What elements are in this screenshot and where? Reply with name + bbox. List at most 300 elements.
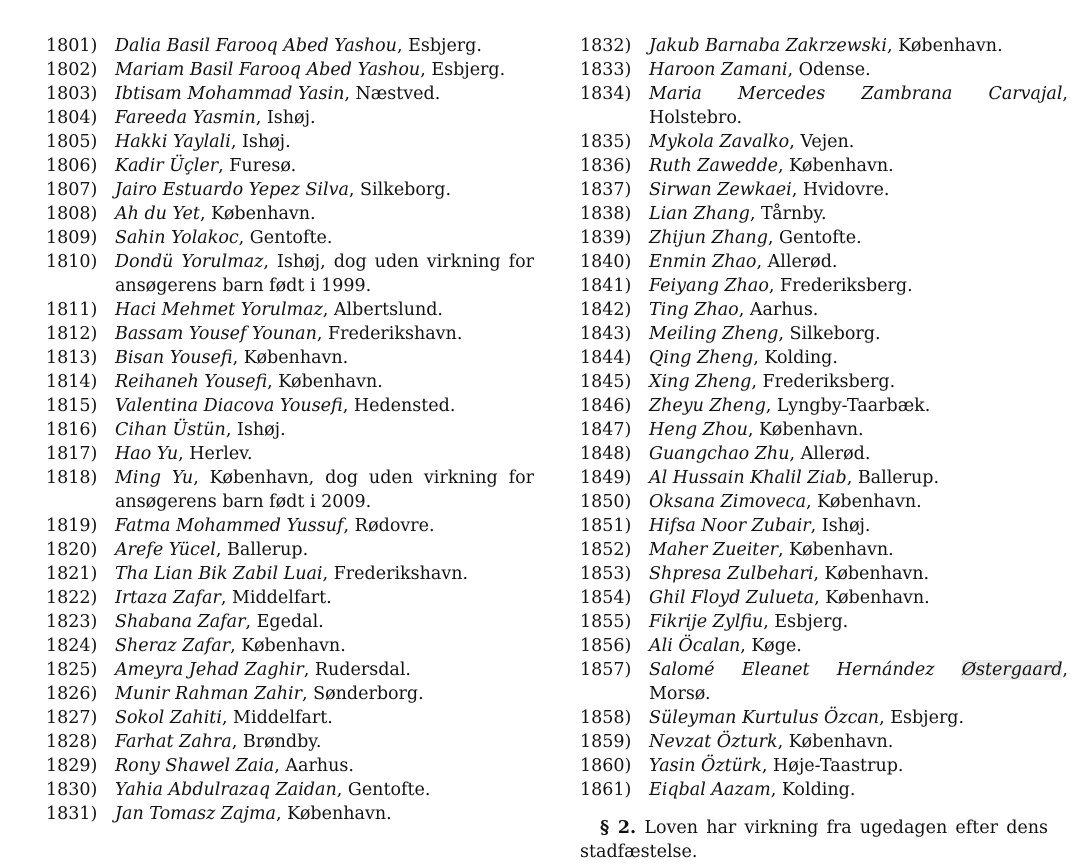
entry-number: 1841) — [580, 276, 632, 296]
entry-number: 1831) — [46, 804, 98, 824]
entry-body — [115, 442, 534, 466]
entry-place: , Esbjerg. — [396, 36, 482, 56]
entry-name: Ali Öcalan — [649, 636, 741, 656]
entry-number: 1803) — [46, 84, 98, 104]
entry-body — [649, 298, 1068, 322]
entry-name: Jakub Barnaba Zakrzewski — [649, 36, 887, 56]
entry-number: 1834) — [580, 84, 632, 104]
entry-number: 1830) — [46, 780, 98, 800]
entry-place: , Køge. — [740, 636, 802, 656]
entry-name-highlight: Østergaard — [961, 660, 1063, 680]
entry-name: Munir Rahman Zahir — [115, 684, 302, 704]
entry-body — [115, 226, 534, 250]
entry-number: 1814) — [46, 372, 98, 392]
entry-number: 1849) — [580, 468, 632, 488]
list-item — [46, 202, 534, 226]
list-item — [46, 634, 534, 658]
list-item — [580, 586, 1068, 610]
entry-place: , København, dog uden virkning for ansøgerens barn født i 2009. — [115, 468, 534, 512]
entry-body — [649, 562, 1068, 586]
entry-number: 1842) — [580, 300, 632, 320]
entry-body — [649, 586, 1068, 610]
entry-body — [115, 730, 534, 754]
entry-number: 1835) — [580, 132, 632, 152]
entry-number: 1856) — [580, 636, 632, 656]
entry-place: , Rødovre. — [343, 516, 435, 536]
entry-name: Xing Zheng — [649, 372, 752, 392]
entry-body — [649, 322, 1068, 346]
entry-name: Salomé Eleanet Hernández — [649, 660, 962, 680]
entry-name: Cihan Üstün — [115, 420, 226, 440]
entry-name: Nevzat Özturk — [649, 732, 778, 752]
entry-name: Al Hussain Khalil Ziab — [649, 468, 847, 488]
entry-place: , Sønderborg. — [301, 684, 424, 704]
entry-body — [649, 250, 1068, 274]
list-item — [46, 586, 534, 610]
entry-place: , Herlev. — [178, 444, 253, 464]
entry-body — [649, 58, 1068, 82]
entry-name: Enmin Zhao — [649, 252, 757, 272]
list-item — [580, 778, 1068, 802]
entry-place: , Morsø. — [649, 660, 1068, 704]
entry-name: Hakki Yaylali — [115, 132, 231, 152]
entry-place: , Næstved. — [344, 84, 441, 104]
entry-name: Ruth Zawedde — [649, 156, 779, 176]
entry-number: 1801) — [46, 36, 98, 56]
entry-place: , København. — [275, 804, 392, 824]
entry-place: , København. — [778, 156, 894, 176]
entry-number: 1804) — [46, 108, 98, 128]
entry-place: , København. — [267, 372, 383, 392]
entry-number: 1845) — [580, 372, 632, 392]
entry-place: , København. — [777, 732, 894, 752]
entry-body — [115, 130, 534, 154]
entry-number: 1839) — [580, 228, 632, 248]
entry-body — [649, 610, 1068, 634]
entry-number: 1805) — [46, 132, 98, 152]
list-item — [46, 658, 534, 682]
entry-name: Sheraz Zafar — [115, 636, 231, 656]
entry-place: , København. — [814, 588, 930, 608]
list-item — [580, 538, 1068, 562]
entry-name: Haroon Zamani — [649, 60, 788, 80]
entry-number: 1829) — [46, 756, 98, 776]
list-item — [580, 754, 1068, 778]
entry-number: 1833) — [580, 60, 632, 80]
list-item — [46, 730, 534, 754]
list-item — [46, 322, 534, 346]
entry-place: , Allerød. — [789, 444, 871, 464]
entry-place: , København. — [813, 564, 930, 584]
entry-place: , Ishøj. — [230, 132, 291, 152]
list-item — [580, 418, 1068, 442]
list-item — [46, 802, 534, 826]
entry-number: 1808) — [46, 204, 98, 224]
list-item — [46, 250, 534, 298]
entry-number: 1854) — [580, 588, 632, 608]
entry-body — [115, 682, 534, 706]
entry-body — [649, 226, 1068, 250]
entry-body — [649, 706, 1068, 730]
list-item — [580, 322, 1068, 346]
list-item — [580, 58, 1068, 82]
entry-body — [649, 178, 1068, 202]
entry-place: , Kolding. — [770, 780, 856, 800]
list-item — [580, 466, 1068, 490]
entry-place: , Ishøj. — [255, 108, 316, 128]
list-item — [46, 754, 534, 778]
entry-body — [115, 586, 534, 610]
entry-place: , Esbjerg. — [763, 612, 849, 632]
entry-place: , Allerød. — [756, 252, 838, 272]
list-item — [580, 130, 1068, 154]
section-mark: § 2. — [600, 818, 637, 838]
entry-number: 1818) — [46, 468, 98, 488]
entry-place: , København. — [199, 204, 316, 224]
entry-place: , Silkeborg. — [348, 180, 452, 200]
entry-body — [115, 634, 534, 658]
list-item — [580, 178, 1068, 202]
entry-number: 1861) — [580, 780, 632, 800]
entry-body — [649, 82, 1068, 130]
entry-body — [115, 706, 534, 730]
list-item — [580, 442, 1068, 466]
entry-place: , København. — [232, 348, 349, 368]
entry-name: Sokol Zahiti — [115, 708, 222, 728]
entry-name: Kadir Üçler — [115, 156, 219, 176]
entry-place: , Gentofte. — [336, 780, 431, 800]
entry-name: Feiyang Zhao — [649, 276, 769, 296]
entry-body — [649, 346, 1068, 370]
entry-body — [115, 658, 534, 682]
entry-name: Ameyra Jehad Zaghir — [115, 660, 304, 680]
list-item — [580, 154, 1068, 178]
list-item — [580, 730, 1068, 754]
entry-body — [115, 178, 534, 202]
entry-number: 1838) — [580, 204, 632, 224]
entry-place: , Frederiksberg. — [751, 372, 896, 392]
entry-number: 1807) — [46, 180, 98, 200]
entry-body — [115, 418, 534, 442]
list-item — [46, 82, 534, 106]
list-item — [580, 490, 1068, 514]
list-item — [46, 178, 534, 202]
entry-body — [115, 370, 534, 394]
list-item — [46, 418, 534, 442]
entry-place: , Esbjerg. — [420, 60, 506, 80]
entry-name: Sirwan Zewkaei — [649, 180, 792, 200]
entry-number: 1857) — [580, 660, 632, 680]
entry-name: Maria Mercedes Zambrana Carvajal — [649, 84, 1063, 104]
entry-body — [649, 34, 1068, 58]
entry-body — [649, 370, 1068, 394]
entry-body — [115, 82, 534, 106]
section-paragraph — [580, 816, 1068, 864]
entry-name: Guangchao Zhu — [649, 444, 790, 464]
entry-number: 1847) — [580, 420, 632, 440]
entry-name: Fikrije Zylfiu — [649, 612, 764, 632]
entry-place: , Frederiksberg. — [768, 276, 913, 296]
list-item — [46, 58, 534, 82]
entry-name: Ibtisam Mohammad Yasin — [115, 84, 345, 104]
entry-body — [649, 778, 1068, 802]
entry-body — [115, 514, 534, 538]
entry-number: 1853) — [580, 564, 632, 584]
entry-number: 1828) — [46, 732, 98, 752]
entry-body — [115, 34, 534, 58]
entry-body — [649, 658, 1068, 706]
entry-place: , Gentofte. — [238, 228, 333, 248]
entry-name: Tha Lian Bik Zabil Luai — [115, 564, 323, 584]
list-item — [46, 298, 534, 322]
list-item — [46, 106, 534, 130]
entry-number: 1816) — [46, 420, 98, 440]
entry-name: Haci Mehmet Yorulmaz — [115, 300, 323, 320]
entry-body — [649, 442, 1068, 466]
entry-body — [115, 322, 534, 346]
entry-body — [115, 58, 534, 82]
entry-number: 1810) — [46, 252, 98, 272]
entry-body — [649, 154, 1068, 178]
entry-body — [649, 514, 1068, 538]
entry-number: 1860) — [580, 756, 632, 776]
entry-name: Farhat Zahra — [115, 732, 232, 752]
section-text: Loven har virkning fra ugedagen efter dens stadfæstelse. — [580, 818, 1049, 862]
entry-number: 1837) — [580, 180, 632, 200]
entry-name: Ghil Floyd Zulueta — [649, 588, 815, 608]
entry-name: Jairo Estuardo Yepez Silva — [115, 180, 349, 200]
entry-place: , Vejen. — [789, 132, 855, 152]
entry-place: , København. — [778, 540, 894, 560]
entry-name: Yahia Abdulrazaq Zaidan — [115, 780, 337, 800]
entry-place: , Frederikshavn. — [322, 564, 469, 584]
entry-name: Bisan Yousefi — [115, 348, 233, 368]
entry-place: , Ballerup. — [215, 540, 309, 560]
entry-place: , Hvidovre. — [791, 180, 890, 200]
list-item — [580, 250, 1068, 274]
list-item — [46, 610, 534, 634]
entry-place: , Esbjerg. — [879, 708, 965, 728]
list-item — [46, 394, 534, 418]
entry-place: , København. — [747, 420, 864, 440]
entry-place: , Ishøj, dog uden virkning for ansøgerens barn født i 1999. — [115, 252, 535, 296]
entry-place: , København. — [806, 492, 922, 512]
entry-name: Ting Zhao — [649, 300, 739, 320]
list-item — [580, 346, 1068, 370]
entry-name: Süleyman Kurtulus Özcan — [649, 708, 880, 728]
right-column — [580, 34, 1068, 864]
left-column — [46, 34, 534, 826]
entry-number: 1846) — [580, 396, 632, 416]
entry-number: 1821) — [46, 564, 98, 584]
list-item — [46, 562, 534, 586]
list-item — [46, 442, 534, 466]
entry-place: , Aarhus. — [738, 300, 819, 320]
entry-name: Ah du Yet — [115, 204, 200, 224]
entry-place: , Middelfart. — [220, 588, 332, 608]
entry-place: , Ishøj. — [225, 420, 286, 440]
entry-place: , København. — [886, 36, 1003, 56]
entry-name: Qing Zheng — [649, 348, 754, 368]
list-item — [580, 610, 1068, 634]
entry-body — [649, 466, 1068, 490]
entry-place: , Middelfart. — [221, 708, 333, 728]
entry-number: 1819) — [46, 516, 98, 536]
entry-body — [115, 562, 534, 586]
entry-body — [649, 754, 1068, 778]
list-item — [580, 634, 1068, 658]
entry-number: 1815) — [46, 396, 98, 416]
entry-number: 1858) — [580, 708, 632, 728]
entry-body — [649, 274, 1068, 298]
entry-number: 1812) — [46, 324, 98, 344]
entry-place: , Albertslund. — [322, 300, 443, 320]
list-item — [46, 682, 534, 706]
entry-body — [649, 538, 1068, 562]
entry-number: 1851) — [580, 516, 632, 536]
entry-body — [115, 802, 534, 826]
entry-number: 1826) — [46, 684, 98, 704]
entry-name: Mykola Zavalko — [649, 132, 790, 152]
entry-number: 1823) — [46, 612, 98, 632]
list-item — [46, 346, 534, 370]
entry-body — [115, 154, 534, 178]
entry-body — [649, 730, 1068, 754]
entry-place: , Holstebro. — [649, 84, 1068, 128]
entry-body — [115, 610, 534, 634]
entry-name: Heng Zhou — [649, 420, 748, 440]
list-item — [46, 130, 534, 154]
entry-body — [115, 394, 534, 418]
entry-body — [115, 538, 534, 562]
entry-place: , Furesø. — [218, 156, 297, 176]
entry-name: Reihaneh Yousefi — [115, 372, 268, 392]
entry-body — [115, 250, 534, 298]
entry-name: Shabana Zafar — [115, 612, 246, 632]
entry-name: Yasin Öztürk — [649, 756, 762, 776]
entry-name: Dalia Basil Farooq Abed Yashou — [115, 36, 397, 56]
entry-name: Rony Shawel Zaia — [115, 756, 275, 776]
entry-number: 1843) — [580, 324, 632, 344]
entry-place: , Tårnby. — [749, 204, 827, 224]
entry-name: Fatma Mohammed Yussuf — [115, 516, 344, 536]
list-item — [46, 370, 534, 394]
entry-place: , Odense. — [787, 60, 871, 80]
entry-number: 1817) — [46, 444, 98, 464]
entry-name: Meiling Zheng — [649, 324, 779, 344]
entry-place: , Lyngby-Taarbæk. — [765, 396, 931, 416]
entry-name: Hao Yu — [115, 444, 179, 464]
entry-name: Maher Zueiter — [649, 540, 779, 560]
entry-body — [649, 130, 1068, 154]
entry-number: 1813) — [46, 348, 98, 368]
entry-name: Lian Zhang — [649, 204, 750, 224]
entry-place: , Frederikshavn. — [316, 324, 463, 344]
entry-name: Mariam Basil Farooq Abed Yashou — [115, 60, 421, 80]
list-item — [46, 514, 534, 538]
entry-place: , Brøndby. — [231, 732, 322, 752]
entry-place: , Silkeborg. — [778, 324, 881, 344]
entry-number: 1832) — [580, 36, 632, 56]
list-item — [580, 226, 1068, 250]
entry-number: 1806) — [46, 156, 98, 176]
list-item — [46, 538, 534, 562]
entry-number: 1811) — [46, 300, 98, 320]
entry-place: , Høje-Taastrup. — [761, 756, 904, 776]
entry-name: Zheyu Zheng — [649, 396, 766, 416]
entry-name: Jan Tomasz Zajma — [115, 804, 276, 824]
entry-body — [115, 346, 534, 370]
list-item — [580, 298, 1068, 322]
entry-place: , Kolding. — [753, 348, 838, 368]
entry-body — [115, 778, 534, 802]
entry-body — [115, 298, 534, 322]
list-item — [46, 34, 534, 58]
entry-body — [649, 202, 1068, 226]
entry-number: 1802) — [46, 60, 98, 80]
entry-name: Ming Yu — [115, 468, 194, 488]
entry-number: 1824) — [46, 636, 98, 656]
entry-name: Arefe Yücel — [115, 540, 216, 560]
list-item — [46, 226, 534, 250]
list-item — [580, 562, 1068, 586]
entry-body — [115, 202, 534, 226]
entry-body — [115, 466, 534, 514]
entry-number: 1844) — [580, 348, 632, 368]
list-item — [580, 82, 1068, 130]
entry-number: 1836) — [580, 156, 632, 176]
entry-place: , Egedal. — [245, 612, 324, 632]
entry-place: , København. — [230, 636, 346, 656]
entry-place: , Hedensted. — [342, 396, 456, 416]
list-item — [580, 514, 1068, 538]
entry-name: Irtaza Zafar — [115, 588, 221, 608]
entry-body — [115, 106, 534, 130]
entry-body — [115, 754, 534, 778]
list-item — [580, 370, 1068, 394]
entry-name: Hifsa Noor Zubair — [649, 516, 811, 536]
list-item — [46, 466, 534, 514]
entry-number: 1859) — [580, 732, 632, 752]
entry-name: Zhijun Zhang — [649, 228, 768, 248]
right-entry-list — [580, 34, 1068, 802]
entry-body — [649, 394, 1068, 418]
entry-place: , Ishøj. — [810, 516, 871, 536]
entry-name: Bassam Yousef Younan — [115, 324, 317, 344]
entry-number: 1840) — [580, 252, 632, 272]
entry-body — [649, 418, 1068, 442]
list-item — [580, 658, 1068, 706]
list-item — [580, 274, 1068, 298]
entry-number: 1809) — [46, 228, 98, 248]
list-item — [580, 34, 1068, 58]
entry-number: 1855) — [580, 612, 632, 632]
entry-name: Eiqbal Aazam — [649, 780, 771, 800]
entry-name: Valentina Diacova Yousefi — [115, 396, 343, 416]
entry-name: Fareeda Yasmin — [115, 108, 256, 128]
entry-name: Shpresa Zulbehari — [649, 564, 814, 584]
list-item — [46, 778, 534, 802]
entry-place: , Rudersdal. — [303, 660, 411, 680]
entry-number: 1848) — [580, 444, 632, 464]
entry-name: Oksana Zimoveca — [649, 492, 806, 512]
entry-body — [649, 490, 1068, 514]
list-item — [580, 394, 1068, 418]
entry-number: 1820) — [46, 540, 98, 560]
entry-number: 1850) — [580, 492, 632, 512]
entry-place: , Aarhus. — [274, 756, 354, 776]
entry-place: , Ballerup. — [846, 468, 940, 488]
